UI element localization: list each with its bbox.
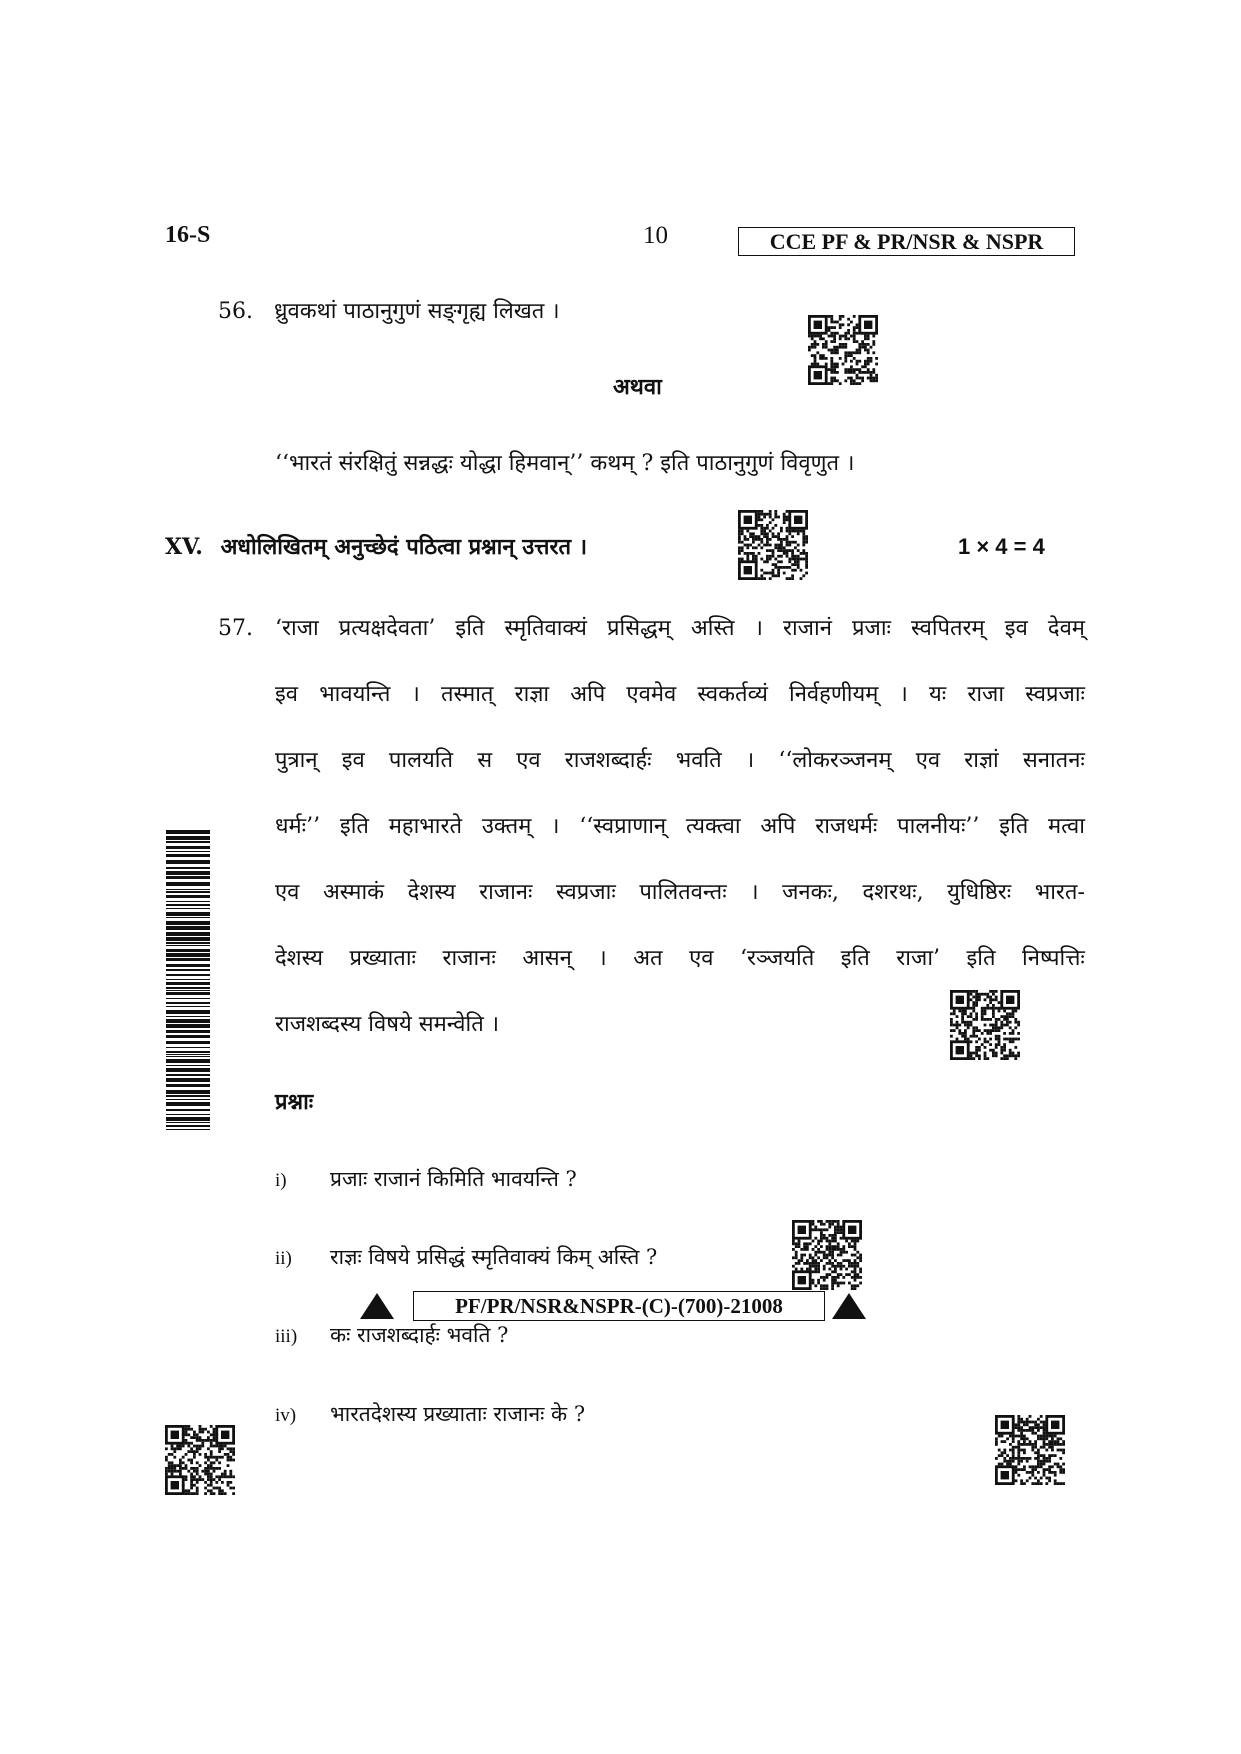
- triangle-marker-icon: [832, 1293, 866, 1319]
- question-number: 56.: [218, 299, 253, 324]
- sub-question-number: i): [275, 1170, 287, 1191]
- barcode-icon: [166, 830, 210, 1130]
- sub-question-text: प्रजाः राजानं किमिति भावयन्ति ?: [330, 1167, 577, 1191]
- qr-code-icon: [165, 1425, 235, 1495]
- exam-label-box: CCE PF & PR/NSR & NSPR: [738, 227, 1075, 256]
- sub-question-number: iv): [275, 1405, 297, 1426]
- paper-code: 16-S: [165, 222, 211, 248]
- section-heading: [165, 530, 587, 564]
- question-56: [218, 295, 560, 329]
- sub-question-number: ii): [275, 1248, 292, 1269]
- marks-label: 1 × 4 = 4: [958, 534, 1045, 559]
- sub-question-text: राज्ञः विषये प्रसिद्धं स्मृतिवाक्यं किम् अस्ति ?: [330, 1245, 658, 1269]
- section-number: XV.: [165, 534, 203, 560]
- footer-code-box: PF/PR/NSR&NSPR-(C)-(700)-21008: [413, 1291, 825, 1321]
- sub-question-i: [275, 1165, 577, 1193]
- passage-line: राजशब्दस्य विषये समन्वेति ।: [275, 1012, 500, 1037]
- qr-code-icon: [950, 990, 1020, 1060]
- sub-question-iv: [275, 1400, 585, 1428]
- passage-line: एव अस्माकं देशस्य राजानः स्वप्रजाः पालितवन्तः । जनकः, दशरथः, युधिष्ठिरः भारत-: [275, 880, 1085, 905]
- passage-line: देशस्य प्रख्याताः राजानः आसन् । अत एव ‘रञ्जयति इति राजा’ इति निष्पत्तिः: [275, 946, 1085, 971]
- sub-question-iii: [275, 1321, 508, 1349]
- section-instruction: अधोलिखितम् अनुच्छेदं पठित्वा प्रश्नान् उत्तरत ।: [220, 534, 588, 560]
- passage-line: पुत्रान् इव पालयति स एव राजशब्दार्हः भवति । ‘‘लोकरञ्जनम् एव राज्ञां सनातनः: [275, 748, 1085, 773]
- page-number: 10: [643, 222, 668, 249]
- sub-question-text: कः राजशब्दार्हः भवति ?: [330, 1323, 509, 1347]
- sub-question-ii: [275, 1243, 657, 1271]
- alternative-question: ‘‘भारतं संरक्षितुं सन्नद्धः योद्धा हिमवान्’’ कथम् ? इति पाठानुगुणं विवृणुत ।: [275, 451, 855, 476]
- sub-question-text: भारतदेशस्य प्रख्याताः राजानः के ?: [330, 1402, 586, 1426]
- qr-code-icon: [995, 1415, 1065, 1485]
- sub-question-number: iii): [275, 1326, 298, 1347]
- passage-line: धर्मः’’ इति महाभारते उक्तम् । ‘‘स्वप्राणान् त्यक्त्वा अपि राजधर्मः पालनीयः’’ इति मत्वा: [275, 814, 1085, 839]
- qr-code-icon: [792, 1220, 862, 1290]
- passage-line: इव भावयन्ति । तस्मात् राज्ञा अपि एवमेव स्वकर्तव्यं निर्वहणीयम् । यः राजा स्वप्रजाः: [275, 682, 1085, 707]
- or-label: अथवा: [613, 374, 662, 400]
- qr-code-icon: [808, 315, 878, 385]
- questions-label: प्रश्नाः: [275, 1089, 314, 1115]
- qr-code-icon: [738, 510, 808, 580]
- passage-line: ‘राजा प्रत्यक्षदेवता’ इति स्मृतिवाक्यं प्रसिद्धम् अस्ति । राजानं प्रजाः स्वपितरम् इव देवम्: [275, 616, 1085, 641]
- triangle-marker-icon: [360, 1293, 394, 1319]
- question-number-57: 57.: [218, 616, 253, 641]
- question-text: ध्रुवकथां पाठानुगुणं सङ्गृह्य लिखत ।: [274, 299, 560, 324]
